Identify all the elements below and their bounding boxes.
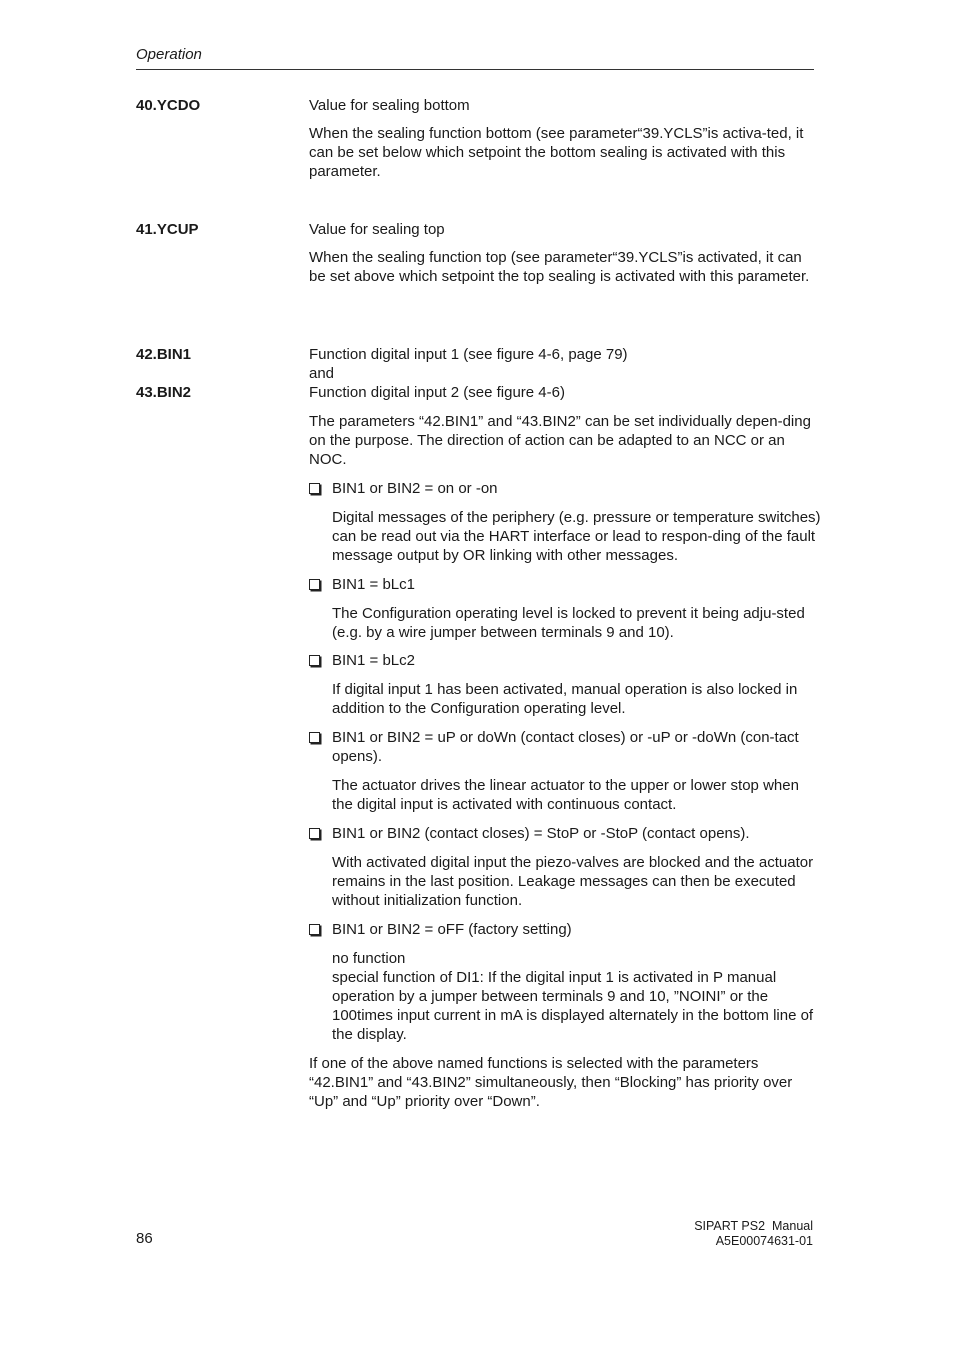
running-header: Operation xyxy=(136,46,202,63)
checkbox-bullet-icon xyxy=(309,828,320,839)
list-item-label: BIN1 or BIN2 = on or -on xyxy=(332,480,498,497)
checkbox-bullet-icon xyxy=(309,655,320,666)
param-heading-ycup: Value for sealing top xyxy=(309,221,445,238)
param-heading-and: and xyxy=(309,365,335,382)
header-rule xyxy=(136,69,814,70)
checkbox-bullet-icon xyxy=(309,732,320,743)
checkbox-bullet-icon xyxy=(309,579,320,590)
page-number: 86 xyxy=(136,1230,153,1247)
param-heading-bin1: Function digital input 1 (see figure 4-6, page 79) xyxy=(309,346,628,363)
param-name-ycup: 41.YCUP xyxy=(136,221,199,238)
list-item-label: BIN1 or BIN2 = oFF (factory setting) xyxy=(332,921,572,938)
param-name-bin2: 43.BIN2 xyxy=(136,384,192,401)
list-item-desc: Digital messages of the periphery (e.g. pressure or temperature switches) can be read out via the HART interface or lead to respon-ding of the fault message output by OR linking with other messages. xyxy=(332,509,821,564)
param-desc-bin-closing: If one of the above named functions is selected with the parameters “42.BIN1” and “43.BIN2” simultaneously, then “Blocking” has priority over “Up” and “Up” priority over “Down”. xyxy=(309,1055,793,1110)
list-item-label: BIN1 or BIN2 (contact closes) = StoP or -StoP (contact opens). xyxy=(332,825,750,842)
list-item-desc: The Configuration operating level is locked to prevent it being adju-sted (e.g. by a wire jumper between terminals 9 and 10). xyxy=(332,605,805,641)
checkbox-bullet-icon xyxy=(309,483,320,494)
param-desc-ycup: When the sealing function top (see parameter“39.YCLS”is activated, it can be set above which setpoint the top sealing is activated with this parameter. xyxy=(309,249,810,285)
list-item-label: BIN1 or BIN2 = uP or doWn (contact closes) or -uP or -doWn (con-tact opens). xyxy=(332,729,799,765)
footer-doc-info xyxy=(694,1219,813,1248)
param-desc-ycdo: When the sealing function bottom (see parameter“39.YCLS”is activa-ted, it can be set below which setpoint the bottom sealing is activated with this parameter. xyxy=(309,125,804,180)
param-name-bin1: 42.BIN1 xyxy=(136,346,192,363)
param-desc-bin-intro: The parameters “42.BIN1” and “43.BIN2” can be set individually depen-ding on the purpose. The direction of action can be adapted to an NCC or an NOC. xyxy=(309,413,811,468)
list-item-label: BIN1 = bLc2 xyxy=(332,652,415,669)
list-item-desc: no function xyxy=(332,950,406,967)
checkbox-bullet-icon xyxy=(309,924,320,935)
param-heading-bin2: Function digital input 2 (see figure 4-6) xyxy=(309,384,565,401)
list-item-desc: With activated digital input the piezo-valves are blocked and the actuator remains in the last position. Leakage messages can then be executed without initialization function. xyxy=(332,854,814,909)
manual-title: SIPART PS2 Manual xyxy=(694,1219,813,1233)
doc-id: A5E00074631-01 xyxy=(715,1233,813,1248)
list-item-desc-special: special function of DI1: If the digital input 1 is activated in P manual operation by a jumper between terminals 9 and 10, ”NOINI” or the 100times input current in mA is displayed alternately in the bottom line of the display. xyxy=(332,969,814,1043)
list-item-desc: If digital input 1 has been activated, manual operation is also locked in addition to the Configuration operating level. xyxy=(332,681,798,717)
param-heading-ycdo: Value for sealing bottom xyxy=(309,97,470,114)
param-name-ycdo: 40.YCDO xyxy=(136,97,201,114)
list-item-label: BIN1 = bLc1 xyxy=(332,576,415,593)
list-item-desc: The actuator drives the linear actuator to the upper or lower stop when the digital input is activated with continuous contact. xyxy=(332,777,799,813)
